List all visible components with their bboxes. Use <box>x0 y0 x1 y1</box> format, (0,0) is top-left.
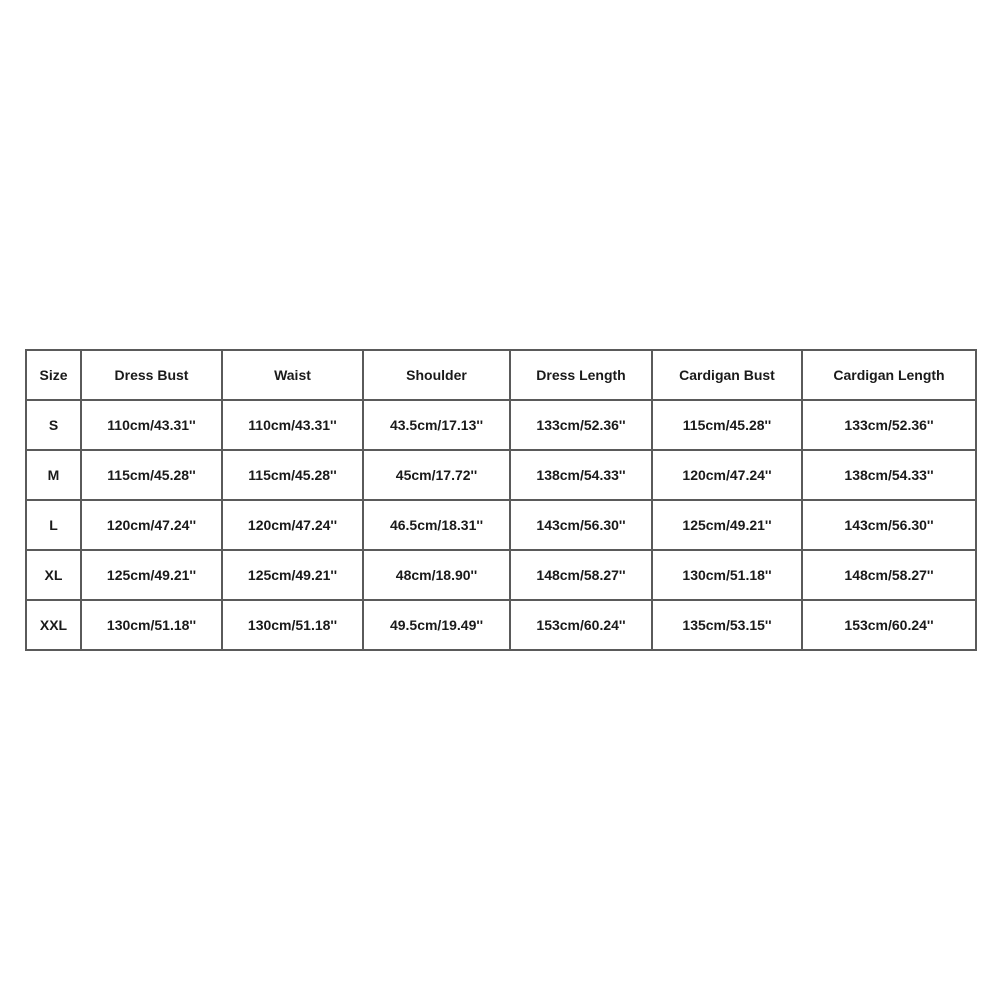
header-cell-waist: Waist <box>222 350 363 400</box>
header-cell-cardigan-length: Cardigan Length <box>802 350 976 400</box>
cardigan-bust-cell: 130cm/51.18'' <box>652 550 802 600</box>
waist-cell: 130cm/51.18'' <box>222 600 363 650</box>
header-cell-size: Size <box>26 350 81 400</box>
waist-cell: 115cm/45.28'' <box>222 450 363 500</box>
dress-length-cell: 133cm/52.36'' <box>510 400 652 450</box>
cardigan-length-cell: 153cm/60.24'' <box>802 600 976 650</box>
waist-cell: 110cm/43.31'' <box>222 400 363 450</box>
header-row <box>26 350 976 400</box>
table-row <box>26 500 976 550</box>
size-cell: S <box>26 400 81 450</box>
header-cell-dress-bust: Dress Bust <box>81 350 222 400</box>
cardigan-length-cell: 143cm/56.30'' <box>802 500 976 550</box>
cardigan-bust-cell: 115cm/45.28'' <box>652 400 802 450</box>
dress-bust-cell: 110cm/43.31'' <box>81 400 222 450</box>
cardigan-bust-cell: 135cm/53.15'' <box>652 600 802 650</box>
dress-length-cell: 138cm/54.33'' <box>510 450 652 500</box>
table-row <box>26 450 976 500</box>
waist-cell: 120cm/47.24'' <box>222 500 363 550</box>
cardigan-bust-cell: 120cm/47.24'' <box>652 450 802 500</box>
dress-length-cell: 153cm/60.24'' <box>510 600 652 650</box>
dress-bust-cell: 125cm/49.21'' <box>81 550 222 600</box>
table-row <box>26 600 976 650</box>
dress-length-cell: 148cm/58.27'' <box>510 550 652 600</box>
dress-bust-cell: 130cm/51.18'' <box>81 600 222 650</box>
table-row <box>26 550 976 600</box>
shoulder-cell: 46.5cm/18.31'' <box>363 500 510 550</box>
table-row <box>26 400 976 450</box>
shoulder-cell: 45cm/17.72'' <box>363 450 510 500</box>
size-cell: XXL <box>26 600 81 650</box>
header-cell-dress-length: Dress Length <box>510 350 652 400</box>
cardigan-length-cell: 138cm/54.33'' <box>802 450 976 500</box>
dress-bust-cell: 115cm/45.28'' <box>81 450 222 500</box>
cardigan-bust-cell: 125cm/49.21'' <box>652 500 802 550</box>
header-cell-shoulder: Shoulder <box>363 350 510 400</box>
dress-bust-cell: 120cm/47.24'' <box>81 500 222 550</box>
shoulder-cell: 48cm/18.90'' <box>363 550 510 600</box>
size-cell: L <box>26 500 81 550</box>
size-chart-table <box>25 349 977 651</box>
cardigan-length-cell: 148cm/58.27'' <box>802 550 976 600</box>
dress-length-cell: 143cm/56.30'' <box>510 500 652 550</box>
shoulder-cell: 43.5cm/17.13'' <box>363 400 510 450</box>
shoulder-cell: 49.5cm/19.49'' <box>363 600 510 650</box>
header-cell-cardigan-bust: Cardigan Bust <box>652 350 802 400</box>
size-cell: M <box>26 450 81 500</box>
cardigan-length-cell: 133cm/52.36'' <box>802 400 976 450</box>
size-cell: XL <box>26 550 81 600</box>
waist-cell: 125cm/49.21'' <box>222 550 363 600</box>
